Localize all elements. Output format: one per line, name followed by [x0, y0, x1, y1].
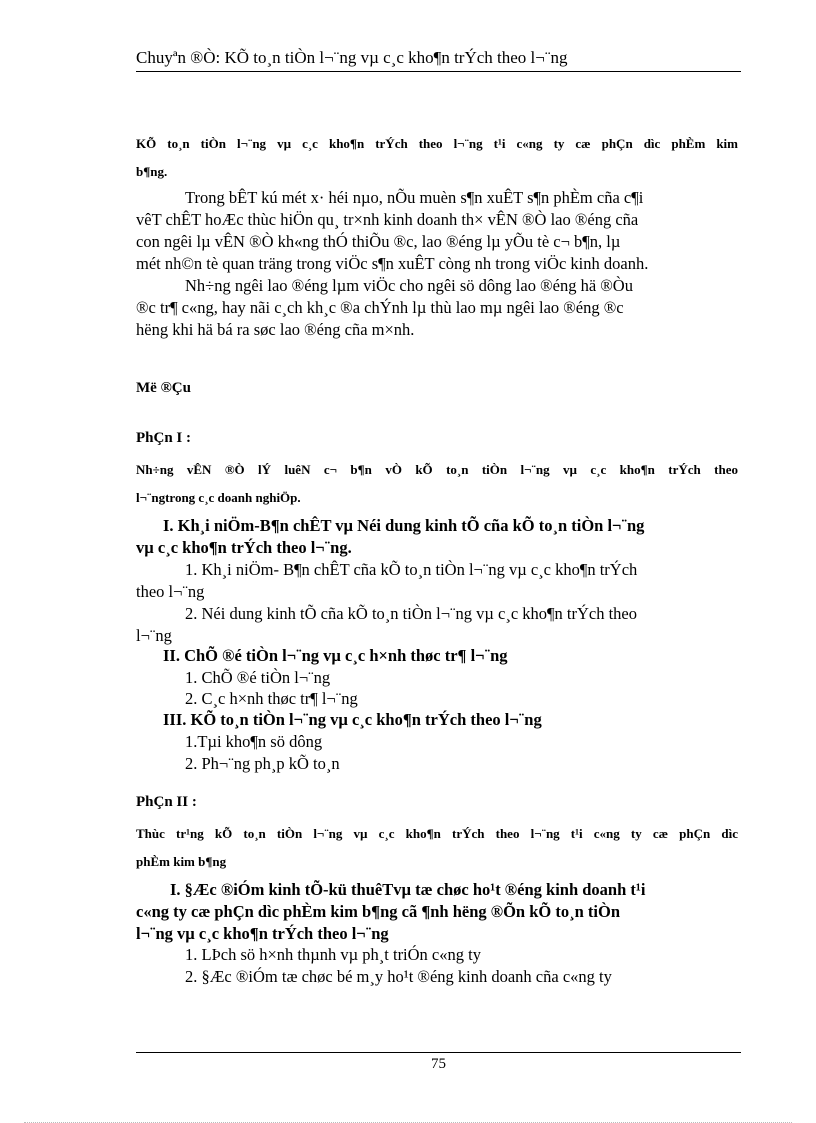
- running-header: Chuyªn ®Ò: KÕ to¸n tiÒn l¬¨ng vµ c¸c kho¶n trÝch theo l¬¨ng: [136, 48, 568, 67]
- paragraph-line: vêT chÊT hoÆc thùc hiÖn qu¸ tr×nh kinh doanh th× vÊN ®Ò lao ®éng cña: [136, 210, 639, 229]
- section-heading: l¬¨ng vµ c¸c kho¶n trÝch theo l¬¨ng: [136, 924, 389, 943]
- section-heading: c«ng ty cæ phÇn dìc phÈm kim b¶ng cã ¶nh hëng ®Õn kÕ to¸n tiÒn: [136, 902, 621, 921]
- subsection-item: 1. ChÕ ®é tiÒn l¬¨ng: [185, 668, 331, 687]
- part2-title: PhÇn II :: [136, 794, 197, 810]
- subsection-item: 2. C¸c h×nh thøc tr¶ l¬¨ng: [185, 689, 358, 708]
- intro-heading-line: b¶ng.: [136, 164, 168, 179]
- subsection-item: 1.Tµi kho¶n sö dông: [185, 732, 323, 751]
- subsection-item: 2. Néi dung kinh tÕ cña kÕ to¸n tiÒn l¬¨ng vµ c¸c kho¶n trÝch theo: [185, 604, 637, 623]
- page-number: 75: [431, 1056, 446, 1072]
- section-heading: II. ChÕ ®é tiÒn l¬¨ng vµ c¸c h×nh thøc tr¶ l¬¨ng: [163, 646, 508, 665]
- part1-title: PhÇn I :: [136, 430, 192, 446]
- subsection-item: l¬¨ng: [136, 626, 172, 645]
- subsection-item: 2. Ph¬¨ng ph¸p kÕ to¸n: [185, 754, 340, 773]
- part1-subtitle-line: Nh÷ng vÊN ®Ò lÝ luêN c¬ b¶n vÒ kÕ to¸n tiÒn l¬¨ng vµ c¸c kho¶n trÝch theo: [136, 462, 738, 477]
- intro-heading-line: KÕ to¸n tiÒn l¬¨ng vµ c¸c kho¶n trÝch theo l¬¨ng t¹i c«ng ty cæ phÇn dìc phÈm kim: [136, 136, 738, 151]
- paragraph-line: ®c tr¶ c«ng, hay nãi c¸ch kh¸c ®a chÝnh lµ thù lao mµ ngêi lao ®éng ®c: [136, 298, 624, 317]
- header-rule: [136, 71, 741, 72]
- section-heading: vµ c¸c kho¶n trÝch theo l¬¨ng.: [136, 538, 352, 557]
- paragraph-line: con ngêi lµ vÊN ®Ò kh«ng thÓ thiÕu ®c, lao ®éng lµ yÕu tè c¬ b¶n, lµ: [136, 232, 621, 251]
- subsection-item: 2. §Æc ®iÓm tæ chøc bé m¸y ho¹t ®éng kinh doanh cña c«ng ty: [185, 967, 612, 986]
- section-heading: I. Kh¸i niÖm-B¶n chÊT vµ Néi dung kinh tÕ cña kÕ to¸n tiÒn l¬¨ng: [163, 516, 645, 535]
- footer-rule: [136, 1052, 741, 1053]
- part2-subtitle-line: phÈm kim b¶ng: [136, 854, 227, 869]
- part2-subtitle-line: Thùc tr¹ng kÕ to¸n tiÒn l¬¨ng vµ c¸c kho¶n trÝch theo l¬¨ng t¹i c«ng ty cæ phÇn dìc: [136, 826, 738, 841]
- part1-subtitle-line: l¬¨ngtrong c¸c doanh nghiÖp.: [136, 490, 301, 505]
- paragraph-line: Trong bÊT kú mét x· héi nµo, nÕu muèn s¶n xuÊT s¶n phÈm cña c¶i: [185, 188, 644, 207]
- subsection-item: 1. LÞch sö h×nh thµnh vµ ph¸t triÓn c«ng ty: [185, 945, 481, 964]
- paragraph-line: hëng khi hä bá ra søc lao ®éng cña m×nh.: [136, 320, 415, 339]
- section-heading: I. §Æc ®iÓm kinh tÕ-kü thuêTvµ tæ chøc ho¹t ®éng kinh doanh t¹i: [170, 880, 646, 899]
- section-heading: III. KÕ to¸n tiÒn l¬¨ng vµ c¸c kho¶n trÝch theo l¬¨ng: [163, 710, 542, 729]
- opening-heading: Më ®Çu: [136, 380, 191, 396]
- subsection-item: 1. Kh¸i niÖm- B¶n chÊT cña kÕ to¸n tiÒn l¬¨ng vµ c¸c kho¶n trÝch: [185, 560, 638, 579]
- paragraph-line: mét nh©n tè quan träng trong viÖc s¶n xuÊT còng nh trong viÖc kinh doanh.: [136, 254, 649, 273]
- subsection-item: theo l¬¨ng: [136, 582, 205, 601]
- paragraph-line: Nh÷ng ngêi lao ®éng lµm viÖc cho ngêi sö dông lao ®éng hä ®Òu: [185, 276, 633, 295]
